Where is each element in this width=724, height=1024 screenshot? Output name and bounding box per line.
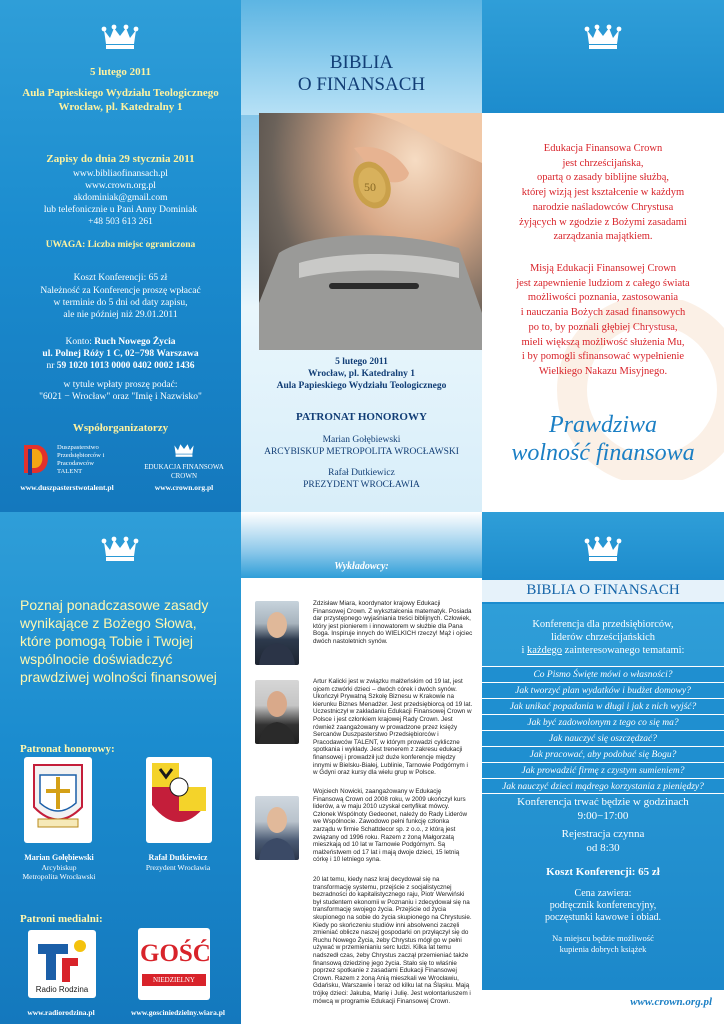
right-top-panel xyxy=(482,0,724,512)
registration-time: od 8:30 xyxy=(586,842,620,854)
crown-logo-text: EDUKACJA FINANSOWA CROWN xyxy=(144,463,224,480)
patronat-title: PATRONAT HONOROWY xyxy=(296,411,427,423)
wroclaw-coat-of-arms xyxy=(146,757,212,843)
cost-text: Koszt Konferencji: 65 zł xyxy=(546,866,660,878)
mission-para1: Edukacja Finansowa Crown jest chrześcijańska, opartą o zasady biblijne służbą, której wizją jest kształcenie w każdym narodzie naśladowców Chrystusa żyjących w zgodzie z Bożymi zasadami zarządzania majątkiem. xyxy=(519,143,687,243)
email-link[interactable]: akdominiak@gmail.com xyxy=(73,193,168,203)
event-date: 5 lutego 2011 xyxy=(89,66,152,78)
payment-line: Należność za Konferencje proszę wpłacać xyxy=(40,286,201,296)
question-item: Jak unikać popadania w długi i jak z nich wyjść? xyxy=(482,698,724,714)
section-title: BIBLIA O FINANSACH xyxy=(526,582,680,598)
speakers-title: Wykładowcy: xyxy=(334,561,389,572)
radio-name: Radio Rodzina xyxy=(35,985,89,994)
warning-text: UWAGA: Liczba miejsc ograniczona xyxy=(45,240,196,250)
account-line: Konto: Ruch Nowego Życia xyxy=(65,337,176,347)
speaker-photo xyxy=(255,680,299,744)
brochure-title-line1: BIBLIA xyxy=(329,52,394,73)
website-link[interactable]: www.crown.org.pl xyxy=(85,181,156,191)
includes-line: podręcznik konferencyjny, xyxy=(549,900,657,911)
question-item: Jak nauczyć dzieci mądrego korzystania z pieniędzy? xyxy=(482,778,724,794)
patronat-title: Patronat honorowy: xyxy=(20,743,115,755)
patron1-name: Marian Gołębiewski xyxy=(24,853,94,862)
question-item: Jak nauczyć się oszczędzać? xyxy=(482,730,724,746)
hours-value: 9:00−17:00 xyxy=(577,810,629,822)
left-bottom-panel xyxy=(0,512,241,1024)
crown-icon xyxy=(172,440,196,458)
transfer-title-label: w tytule wpłaty proszę podać: xyxy=(63,380,178,390)
intro-line: Konferencja dla przedsiębiorców, xyxy=(532,619,674,630)
crown-icon xyxy=(100,534,140,562)
books-line: Na miejscu będzie możliwość xyxy=(552,933,654,943)
footer-url[interactable]: www.crown.org.pl xyxy=(630,996,712,1008)
archbishop-coat-of-arms xyxy=(24,757,92,843)
patron-name: Marian Gołębiewski xyxy=(322,435,401,445)
event-date: 5 lutego 2011 xyxy=(335,357,388,367)
coin-label: 50 xyxy=(364,180,376,194)
gosc-niedzielny-logo xyxy=(138,928,210,1000)
includes-line: poczęstunki kawowe i obiad. xyxy=(544,912,662,923)
speaker-bio: Artur Kalicki jest w związku małżeńskim od 19 lat, jest ojcem czwórki dzieci – dwóch córek i dwóch synów. Ukończył Prywatną Szkołę Biznesu w Krakowie na kierunku Biznes Menadżer. Jest przedsiębiorcą od 19 lat. Uczestniczył w zakładaniu Edukacji Finansowej Crown w Polsce i jest członkiem krajowej Rady Crown. Jest również zaangażowany w prowadzone przez księży Sercanów Duszpasterstwo Przedsiębiorców i Pracodawców TALENT, w którym prowadzi cykliczne spotkania i wykłady. Jest trenerem z zakresu edukacji finansowej i prowadził już duże konferencje między innymi w Bielsku-Białej, Lublinie, Tarnowie Podgórnym i w Gdyni oraz kursy dla wielu grup w Polsce. xyxy=(313,678,473,777)
intro-line: i każdego zainteresowanego tematami: xyxy=(521,645,685,656)
talent-logo xyxy=(22,443,48,477)
intro-line: liderów chrześcijańskich xyxy=(550,632,656,643)
section-title-bar xyxy=(482,580,724,604)
talent-url[interactable]: www.duszpasterstwotalent.pl xyxy=(20,483,114,492)
patron-name: Rafał Dutkiewicz xyxy=(328,468,395,478)
transfer-title-value: "6021 − Wrocław" oraz "Imię i Nazwisko" xyxy=(39,392,202,402)
question-item: Co Pismo Święte mówi o własności? xyxy=(482,666,724,682)
registration-label: Rejestracja czynna xyxy=(561,828,645,840)
crown-icon xyxy=(583,534,623,562)
speaker-bio: Zdzisław Miara, koordynator krajowy Edukacji Finansowej Crown. Z wykształcenia matematyk. Posiada dar przystępnego wyjaśniania treści biblijnych. Człowiek, który jest pionierem i innowatorem w służbie dla Pana Boga. Inspiruje innych do WIELKICH rzeczy! Mąż i ojciec dwóch nastoletnich synów. xyxy=(313,600,473,645)
center-top-panel xyxy=(241,0,482,512)
gosc-name: GOŚĆ xyxy=(140,940,211,967)
talent-logo-text: Duszpasterstwo Przedsiębiorców i Pracodawców TALENT xyxy=(57,444,105,475)
cost-text: Koszt Konferencji: 65 zł xyxy=(73,273,168,283)
mission-para2: Misją Edukacji Finansowej Crown jest zapewnienie ludziom z całego świata możliwości poznania, zastosowania i nauczania Bożych zasad finansowych po to, by poznali głębiej Chrystusa, mieli większą możliwość służenia Mu, i by pomogli sfinansować wypełnienie Wielkiego Nakazu Misyjnego. xyxy=(516,263,690,377)
venue-line1: Aula Papieskiego Wydziału Teologicznego xyxy=(22,87,219,99)
patron-role: ARCYBISKUP METROPOLITA WROCŁAWSKI xyxy=(264,447,459,457)
includes-line: Cena zawiera: xyxy=(574,888,632,899)
questions-list xyxy=(482,666,724,796)
radio-url[interactable]: www.radiorodzina.pl xyxy=(27,1008,95,1017)
phone-line: lub telefonicznie u Pani Anny Dominiak xyxy=(43,205,198,215)
hours-label: Konferencja trwać będzie w godzinach xyxy=(517,796,689,808)
phone-number: +48 503 613 261 xyxy=(88,217,153,227)
account-address: ul. Polnej Róży 1 C, 02−798 Warszawa xyxy=(42,349,199,359)
question-item: Jak prowadzić firmę z czystym sumieniem? xyxy=(482,762,724,778)
right-bottom-panel xyxy=(482,512,724,1024)
center-bottom-panel xyxy=(241,512,482,1024)
patron1-role: Metropolita Wrocławski xyxy=(22,872,96,881)
patron2-role: Prezydent Wrocławia xyxy=(145,863,211,872)
patron1-role: Arcybiskup xyxy=(41,863,77,872)
venue-line2: Wrocław, pl. Katedralny 1 xyxy=(58,101,183,113)
question-item: Jak tworzyć plan wydatków i budżet domowy? xyxy=(482,682,724,698)
headline: Poznaj ponadczasowe zasady wynikające z Bożego Słowa, które pomogą Tobie i Twojej wspólnocie doświadczyć prawdziwej wolności finansowej xyxy=(20,597,217,685)
question-item: Jak pracować, aby podobać się Bogu? xyxy=(482,746,724,762)
brochure-title-line2: O FINANSACH xyxy=(297,74,426,95)
coorganizers-title: Współorganizatorzy xyxy=(72,422,169,434)
slogan-line2: wolność finansowa xyxy=(511,440,695,466)
gosc-sub: NIEDZIELNY xyxy=(142,974,206,986)
speaker-bio: 20 lat temu, kiedy nasz kraj decydował się na transformację systemu, przejście z socjalistycznej bezradności do kapitalistycznego raju, Piotr Werwiński był studentem ekonomii w Poznaniu i zdecydował się na transformację swojego życia. Przejście od życia skupionego na sobie do życia skupionego na Chrystusie. Kiedy po skończeniu studiów inni absolwenci zaczęli zmieniać oblicze naszej gospodarki on przyłączył się do Ruchu Nowego Życia, żeby Chrystus mógł go w pełni używać w przemienianiu serc ludzi. Kilka lat temu nadszedł czas, żeby Chrystus zaczął przemieniać także finansową dziedzinę jego życia. Stało się to właśnie poprzez spotkanie z zasadami Edukacji Finansowej Crown. Razem z żoną Anią mieszkali we Wrocławiu, Gdańsku, Warszawie i teraz od kilku lat na Śląsku. Mają trójkę dzieci: Jakuba, Marię i Julię. Jest wolontariuszem i mówcą w programie Edukacji Finansowej Crown. xyxy=(313,876,472,1005)
speaker-photo xyxy=(255,796,299,860)
media-title: Patroni medialni: xyxy=(20,913,103,925)
patron2-name: Rafał Dutkiewicz xyxy=(148,853,208,862)
crown-icon xyxy=(583,22,623,50)
books-line: kupienia dobrych książek xyxy=(559,944,647,954)
event-place: Wrocław, pl. Katedralny 1 xyxy=(307,369,416,379)
event-venue: Aula Papieskiego Wydziału Teologicznego xyxy=(276,381,447,391)
crown-url[interactable]: www.crown.org.pl xyxy=(154,483,214,492)
gosc-url[interactable]: www.gosciniedzielny.wiara.pl xyxy=(131,1008,225,1017)
question-item: Jak być zadowolonym z tego co się ma? xyxy=(482,714,724,730)
speaker-photo xyxy=(255,601,299,665)
payment-line: w terminie do 5 dni od daty zapisu, xyxy=(53,298,188,308)
website-link[interactable]: www.bibliaofinansach.pl xyxy=(73,169,168,179)
payment-line: ale nie później niż 29.01.2011 xyxy=(63,310,178,320)
left-top-panel xyxy=(0,0,241,512)
patron-role: PREZYDENT WROCŁAWIA xyxy=(303,480,420,490)
coin-photo xyxy=(259,113,482,350)
account-number: nr 59 1020 1013 0000 0402 0002 1436 xyxy=(46,361,195,371)
header-band xyxy=(482,0,724,113)
signup-title: Zapisy do dnia 29 stycznia 2011 xyxy=(46,153,195,165)
speaker-bio: Wojciech Nowicki, zaangażowany w Edukację Finansową Crown od 2008 roku, w 2009 ukończył kurs liderów, a w maju 2010 uzyskał certyfikat mówcy. Członek Wspólnoty Gedeonet, należy do Rady Liderów we Wspólnocie. Zawodowo pełni funkcję członka zarządu w firmie Schattdecor sp. z o.o., z którą jest związany od 1996 roku. Razem z żoną Małgorzatą mieszkają od 10 lat w Tarnowie Podgórnym. Są małżeństwem od 17 lat i mają dwoje dzieci, 15 letnią córkę i 10 letniego syna. xyxy=(313,788,468,864)
slogan-line1: Prawdziwa xyxy=(548,412,658,438)
radio-rodzina-logo xyxy=(28,930,96,998)
crown-icon xyxy=(100,22,140,50)
